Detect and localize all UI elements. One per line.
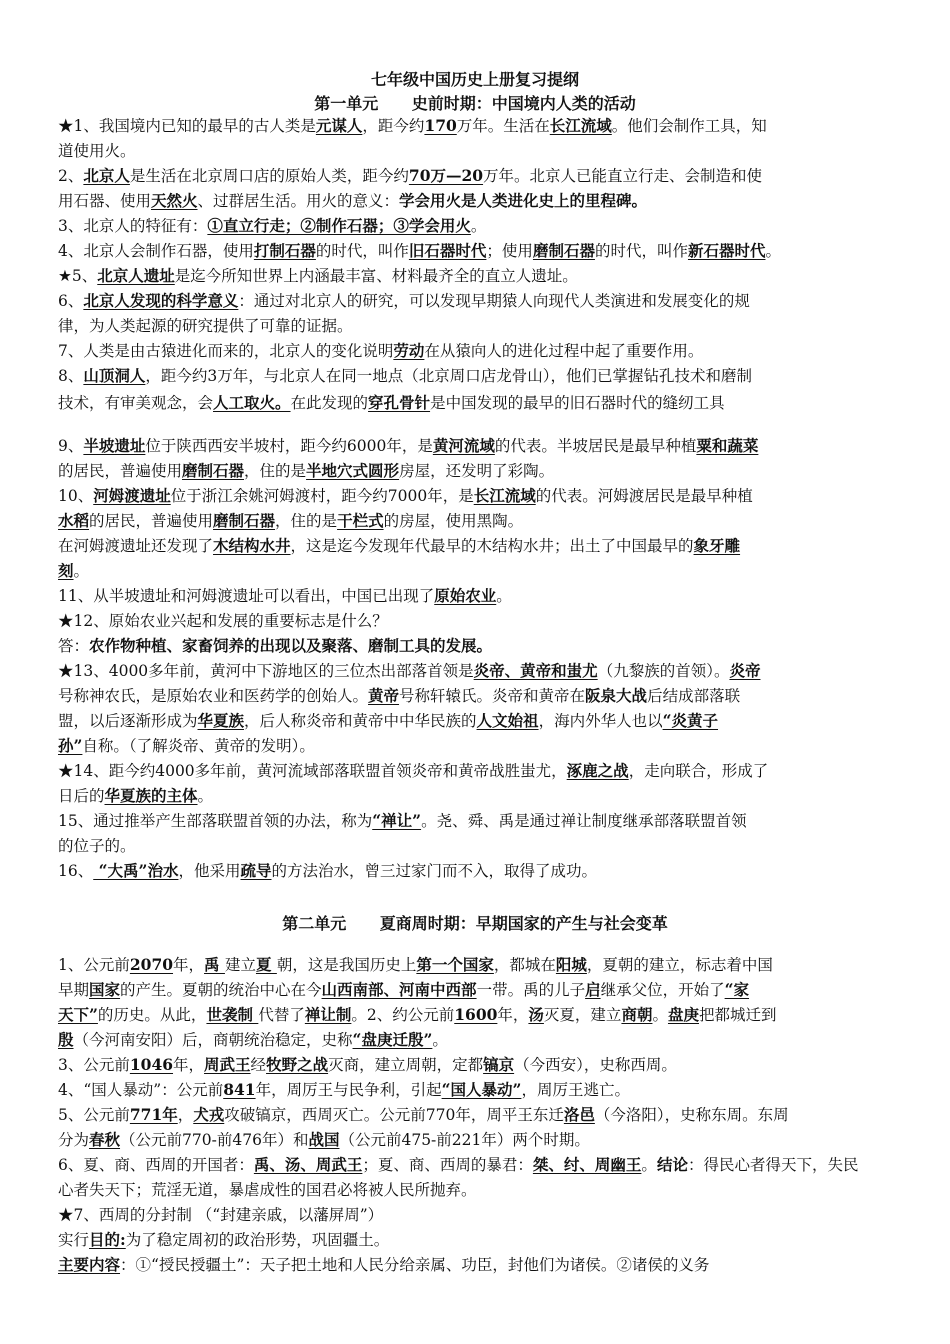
text-line (58, 1180, 898, 1200)
key-term: 干栏式 (337, 511, 384, 530)
key-term: 周武王 (204, 1055, 251, 1074)
key-term: 禹 (204, 955, 225, 974)
text-run: ，海内外华人也以 (538, 712, 663, 730)
text-line (58, 1155, 898, 1175)
key-term: 春秋 (89, 1130, 121, 1149)
text-run: 万年。生活在 (456, 117, 550, 135)
text-run: 6、 (58, 292, 84, 310)
text-run: 是迄今所知世界上内涵最丰富、材料最齐全的直立人遗址。 (174, 267, 578, 285)
text-run: 灭商，建立周朝，定都 (328, 1056, 484, 1074)
text-line (58, 266, 898, 286)
key-term: 山西南部、河南中西部 (321, 980, 477, 999)
text-run: 律，为人类起源的研究提供了可靠的证据。 (58, 317, 353, 335)
text-run: 5、公元前 (58, 1106, 130, 1124)
text-run: 年， (173, 1056, 205, 1074)
text-line (58, 341, 898, 361)
text-run: 日后的 (58, 787, 105, 805)
text-line (58, 511, 898, 531)
text-run: （公元前475-前221年）两个时期。 (339, 1131, 590, 1149)
text-line (58, 191, 898, 211)
text-run: ，走向联合，形成了 (628, 762, 769, 780)
text-line (58, 1130, 898, 1150)
text-run: 4、“国人暴动”：公元前 (58, 1081, 224, 1099)
key-term: 镐京 (483, 1055, 515, 1074)
text-line (58, 586, 898, 606)
text-line (58, 736, 898, 756)
text-run: 。 (470, 217, 487, 235)
text-run: ，他采用 (178, 862, 241, 880)
text-line (58, 811, 898, 831)
text-run: 。 (197, 787, 214, 805)
text-line (58, 1205, 898, 1225)
key-term: 世袭制 (206, 1005, 259, 1024)
key-term: 70万—20 (408, 166, 484, 185)
text-run: 技术，有审美观念，会 (58, 394, 214, 412)
text-run: 是生活在北京周口店的原始人类，距今约 (129, 167, 409, 185)
text-run: 分为 (58, 1131, 90, 1149)
text-run: ；夏、商、西周的暴君： (362, 1156, 533, 1174)
unit-1-heading: 第一单元 史前时期：中国境内人类的活动 (314, 94, 636, 113)
text-run: 。他们会制作工具，知 (611, 117, 767, 135)
text-line (58, 686, 898, 706)
key-term: 国家 (89, 980, 121, 999)
key-term: 磨制石器 (532, 241, 595, 260)
key-term: 牧野之战 (266, 1055, 329, 1074)
text-run: ：①“授民授疆土”：天子把土地和人民分给亲属、功臣，封他们为诸侯。②诸侯的义务 (120, 1256, 710, 1274)
key-term: 北京人发现的科学意义 (83, 291, 239, 310)
key-term: 木结构水井 (213, 536, 291, 555)
text-line (58, 1055, 898, 1075)
text-run: 位于陕西西安半坡村，距今约6000年，是 (145, 437, 433, 455)
key-term: 北京人 (83, 166, 130, 185)
text-run: 代替了 (258, 1006, 305, 1024)
key-term: 殷 (58, 1030, 74, 1049)
text-run: 年，周厉王与民争利，引起 (255, 1081, 442, 1099)
text-run: 用石器、使用 (58, 192, 152, 210)
text-run: ，住的是 (244, 462, 307, 480)
text-run: 。 (73, 562, 90, 580)
text-run: 道使用火。 (58, 142, 136, 160)
text-run: 、过群居生活。用火的意义： (197, 192, 400, 210)
key-term: 汤 (528, 1005, 544, 1024)
text-run: 9、 (58, 437, 84, 455)
text-run: 6、夏、商、西周的开国者： (58, 1156, 254, 1174)
text-line (58, 636, 898, 656)
key-term: 学会用火是人类进化史上的里程碑。 (399, 191, 648, 210)
text-run: ，距今约 (362, 117, 425, 135)
key-term: 商朝 (621, 1005, 653, 1024)
text-line (58, 711, 898, 731)
text-run: 的位子的。 (58, 837, 136, 855)
text-run: ；使用 (486, 242, 533, 260)
key-term: 炎帝、黄帝和蚩尤 (473, 661, 598, 680)
key-term: 天然火 (151, 191, 198, 210)
key-term: “家 (724, 980, 750, 999)
key-term: 元谋人 (315, 116, 363, 135)
key-term: 2070 (129, 955, 174, 974)
key-term: 新石器时代 (687, 241, 766, 260)
text-run: 实行 (58, 1231, 90, 1249)
key-term: 841 (223, 1080, 256, 1099)
key-term: 原始农业 (434, 586, 497, 605)
text-run: 建立 (224, 956, 256, 974)
text-run: 一带。禹的儿子 (476, 981, 586, 999)
key-term: 劳动 (393, 341, 425, 360)
key-term: 黄河流域 (432, 436, 495, 455)
text-run: 答： (58, 637, 90, 655)
key-term: ①直立行走；②制作石器；③学会用火 (207, 216, 471, 235)
key-term: 目的: (89, 1230, 126, 1249)
text-line (58, 486, 898, 506)
text-run: ，夏朝的建立，标志着中国 (586, 956, 773, 974)
text-run: 的居民，普遍使用 (89, 512, 214, 530)
text-line (58, 141, 898, 161)
key-term: 人文始祖 (476, 711, 539, 730)
key-term: 黄帝 (368, 686, 400, 705)
text-run: ， (177, 1106, 194, 1124)
key-term: 半地穴式圆形 (306, 461, 400, 480)
text-run: ：通过对北京人的研究，可以发现早期猿人向现代人类演进和发展变化的规 (238, 292, 750, 310)
key-term: 炎帝 (729, 661, 761, 680)
key-term: “国人暴动” (441, 1080, 522, 1099)
text-run: 盟，以后逐渐形成为 (58, 712, 198, 730)
text-run: ★5、 (58, 267, 98, 285)
key-term: 阳城 (555, 955, 587, 974)
text-run: 房屋，还发明了彩陶。 (399, 462, 555, 480)
text-run: 2、 (58, 167, 84, 185)
text-line (58, 661, 898, 681)
key-term: 穿孔骨针 (368, 393, 431, 412)
text-run: 3、公元前 (58, 1056, 130, 1074)
key-term: 阪泉大战 (585, 686, 648, 705)
text-run: 7、人类是由古猿进化而来的，北京人的变化说明 (58, 342, 394, 360)
text-run: 的方法治水，曾三过家门而不入，取得了成功。 (271, 862, 598, 880)
text-run: 年， (173, 956, 205, 974)
text-run: ，距今约3万年，与北京人在同一地点（北京周口店龙骨山），他们已掌握钻孔技术和磨制 (145, 367, 753, 385)
text-line (58, 116, 898, 136)
key-term: 水稻 (58, 511, 90, 530)
key-term: 刻 (58, 561, 74, 580)
text-run: （今西安），史称西周。 (514, 1056, 677, 1074)
text-line (58, 861, 898, 881)
key-term: 磨制石器 (182, 461, 245, 480)
key-term: 涿鹿之战 (566, 761, 629, 780)
text-run: ：得民心者得天下，失民 (687, 1156, 859, 1174)
key-term: 疏导 (240, 861, 272, 880)
key-term: 第一个国家 (416, 955, 494, 974)
text-run: 。 (432, 1031, 448, 1049)
text-run: ，周厉王逃亡。 (521, 1081, 630, 1099)
text-run: ，后人称炎帝和黄帝中中华民族的 (244, 712, 477, 730)
text-run: 把都城迁到 (698, 1006, 777, 1024)
key-term: 夏 (255, 955, 277, 974)
text-line (58, 461, 898, 481)
text-run: 经 (250, 1056, 267, 1074)
text-run: 。尧、舜、禹是通过禅让制度继承部落联盟首领 (421, 812, 747, 830)
key-term: “盘庚迁殷” (352, 1030, 433, 1049)
text-run: 灭夏，建立 (543, 1006, 622, 1024)
text-run: 3、北京人的特征有： (58, 217, 208, 235)
key-term: 结论 (656, 1155, 688, 1174)
text-run: （公元前770-前476年）和 (120, 1131, 309, 1149)
text-run: 早期 (58, 981, 90, 999)
text-run: 。2、约公元前 (351, 1006, 455, 1024)
text-line (58, 393, 898, 413)
key-term: 长江流域 (549, 116, 612, 135)
key-term: 粟和蔬菜 (696, 436, 759, 455)
text-line (58, 955, 898, 975)
text-run: 在河姆渡遗址还发现了 (58, 537, 214, 555)
text-run: （今河南安阳）后，商朝统治稳定，史称 (73, 1031, 353, 1049)
text-run: （今洛阳），史称东周。东周 (594, 1106, 789, 1124)
key-term: 孙” (58, 736, 83, 755)
key-term: 河姆渡遗址 (93, 486, 171, 505)
text-line (58, 836, 898, 856)
text-run: 号称轩辕氏。炎帝和黄帝在 (399, 687, 586, 705)
text-line (58, 1255, 898, 1275)
key-term: 天下” (58, 1005, 98, 1024)
key-term: 长江流域 (473, 486, 536, 505)
key-term: 洛邑 (563, 1105, 595, 1124)
key-term: 人工取火。 (213, 393, 291, 412)
text-line (58, 316, 898, 336)
text-run: 8、 (58, 367, 84, 385)
text-run: 攻破镐京，西周灭亡。公元前770年，周平王东迁 (224, 1106, 564, 1124)
key-term: 犬戎 (193, 1105, 225, 1124)
text-run: 的房屋，使用黑陶。 (383, 512, 524, 530)
text-run: 在从猿向人的进化过程中起了重要作用。 (424, 342, 704, 360)
text-run: 为了稳定周初的政治形势，巩固疆土。 (125, 1231, 390, 1249)
text-line (58, 216, 898, 236)
text-run: 后结成部落联 (647, 687, 741, 705)
text-run: 年， (497, 1006, 529, 1024)
key-term: 华夏族 (197, 711, 245, 730)
text-line (58, 166, 898, 186)
key-term: 盘庚 (667, 1005, 699, 1024)
key-term: 启 (585, 980, 601, 999)
text-run: 的代表。河姆渡居民是最早种植 (535, 487, 753, 505)
text-run: ★7、西周的分封制 （“封建亲戚，以藩屏周”） (58, 1206, 384, 1224)
key-term: 磨制石器 (213, 511, 276, 530)
text-line (58, 1005, 898, 1025)
key-term: 农作物种植、家畜饲养的出现以及聚落、磨制工具的发展。 (89, 636, 493, 655)
text-run: ★13、4000多年前，黄河中下游地区的三位杰出部落首领是 (58, 662, 474, 680)
key-term: 禹、汤、周武王 (253, 1155, 363, 1174)
key-term: 打制石器 (253, 241, 316, 260)
text-run: （九黎族的首领）。 (597, 662, 730, 680)
key-term: 战国 (308, 1130, 340, 1149)
text-run: 心者失天下；荒淫无道，暴虐成性的国君必将被人民所抛弃。 (58, 1181, 477, 1199)
text-run: 10、 (58, 487, 94, 505)
text-run: 是中国发现的最早的旧石器时代的缝纫工具 (430, 394, 725, 412)
text-line (58, 1105, 898, 1125)
text-line (58, 366, 898, 386)
text-run: ，这是迄今发现年代最早的木结构水井；出土了中国最早的 (290, 537, 694, 555)
text-line (58, 291, 898, 311)
text-run: 。 (765, 242, 781, 260)
text-run: 。 (652, 1006, 668, 1024)
text-line (58, 611, 898, 631)
key-term: 禅让制 (304, 1005, 352, 1024)
text-run: 的历史。从此， (97, 1006, 207, 1024)
text-run: 的时代，叫作 (594, 242, 688, 260)
text-run: ★1、我国境内已知的最早的古人类是 (58, 117, 316, 135)
key-term: “大禹”治水 (93, 861, 179, 880)
key-term: 1046 (129, 1055, 174, 1074)
text-run: 万年。北京人已能直立行走、会制造和使 (483, 167, 763, 185)
text-run: 在此发现的 (290, 394, 369, 412)
key-term: 170 (424, 116, 457, 135)
key-term: 山顶洞人 (83, 366, 146, 385)
document-title: 七年级中国历史上册复习提纲 (370, 70, 579, 89)
text-run: ★14、距今约4000多年前，黄河流域部落联盟首领炎帝和黄帝战胜蚩尤， (58, 762, 567, 780)
text-run: 位于浙江余姚河姆渡村，距今约7000年，是 (170, 487, 474, 505)
text-run: 继承父位，开始了 (600, 981, 725, 999)
key-term: 半坡遗址 (83, 436, 146, 455)
text-line (58, 241, 898, 261)
key-term: 北京人遗址 (97, 266, 175, 285)
text-run: ，住的是 (275, 512, 338, 530)
text-run: ★12、原始农业兴起和发展的重要标志是什么？ (58, 612, 388, 630)
text-line (58, 761, 898, 781)
text-run: 的代表。半坡居民是最早种植 (494, 437, 697, 455)
key-term: 象牙雕 (693, 536, 741, 555)
text-run: 。 (496, 587, 512, 605)
key-term: 华夏族的主体 (104, 786, 198, 805)
text-line (58, 436, 898, 456)
key-term: 桀、纣、周幽王 (532, 1155, 642, 1174)
key-term: “禅让” (372, 811, 422, 830)
text-line (58, 536, 898, 556)
text-line (58, 1080, 898, 1100)
text-run: 16、 (58, 862, 94, 880)
text-run: ，都城在 (493, 956, 556, 974)
text-run: 的时代，叫作 (315, 242, 409, 260)
key-term: 771年 (129, 1105, 178, 1124)
key-term: 旧石器时代 (408, 241, 487, 260)
text-run: 的居民，普遍使用 (58, 462, 183, 480)
text-run: 4、北京人会制作石器，使用 (58, 242, 254, 260)
text-run: 1、公元前 (58, 956, 130, 974)
text-run: 号称神农氏，是原始农业和医药学的创始人。 (58, 687, 369, 705)
key-term: 1600 (454, 1005, 498, 1024)
key-term: 主要内容 (58, 1255, 121, 1274)
text-run: 11、从半坡遗址和河姆渡遗址可以看出，中国已出现了 (58, 587, 435, 605)
text-run: 。 (641, 1156, 657, 1174)
text-line (58, 561, 898, 581)
text-line (58, 1030, 898, 1050)
text-line (58, 1230, 898, 1250)
key-term: “炎黄子 (662, 711, 718, 730)
text-run: 自称。（了解炎帝、黄帝的发明）。 (82, 737, 315, 755)
text-run: 15、通过推举产生部落联盟首领的办法，称为 (58, 812, 373, 830)
text-run: 的产生。夏朝的统治中心在今 (120, 981, 322, 999)
unit-2-heading: 第二单元 夏商周时期：早期国家的产生与社会变革 (282, 914, 668, 933)
text-run: 朝，这是我国历史上 (276, 956, 417, 974)
text-line (58, 786, 898, 806)
text-line (58, 980, 898, 1000)
